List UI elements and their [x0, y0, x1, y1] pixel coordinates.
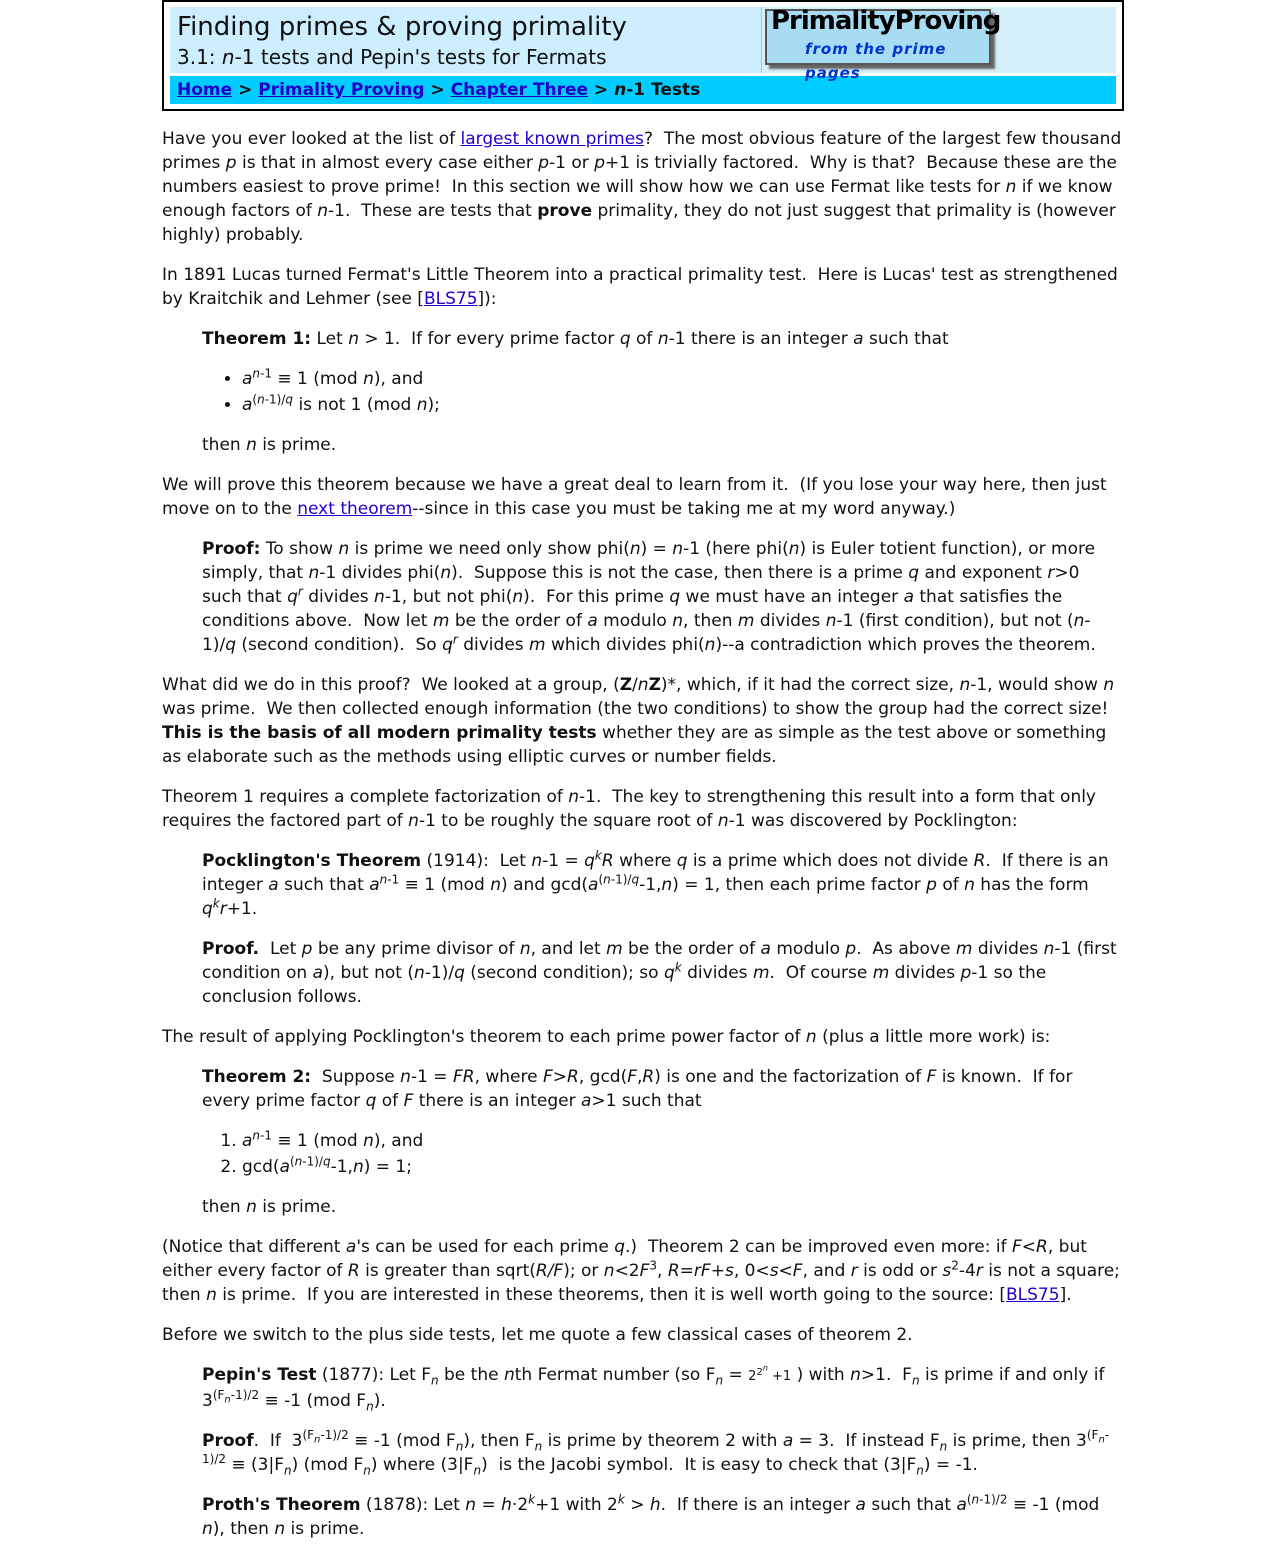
paragraph-theorem1-requires: Theorem 1 requires a complete factorization of n-1. The key to strengthening this result into a form that only requires the factored part of n-1 to be roughly the square root of n-1 was discovered by Pocklington: [162, 787, 1096, 831]
article-body [162, 111, 1122, 1541]
largest-known-primes-link[interactable]: largest known primes [460, 129, 645, 149]
page-header [162, 0, 1124, 111]
theorem-2: Theorem 2: Suppose n-1 = FR, where F>R, gcd(F,R) is one and the factorization of F is known. If for every prime factor q of F there is an integer a>1 such that 1. $a^{n-1} \equiv 1$ (mod n), and 2. $\gcd(a^{(n-1)/q}-1,n) = 1$; then n is prime. [202, 1065, 1122, 1219]
next-theorem-link[interactable]: next theorem [297, 499, 413, 519]
paragraph-intro: Have you ever looked at the list of largest known primes? The most obvious feature of the largest few thousand primes p is that in almost every case either p-1 or p+1 is trivially factored. Why is that? Because these are the numbers easiest to prove prime! In this section we will show how we can use Fermat like tests for n if we know enough factors of n-1. These are tests that prove primality, they do not just suggest that primality is (however highly) probably. [162, 129, 1122, 245]
list-item: • $a^{(n-1)/q}$ is not 1 (mod n); [242, 393, 1122, 417]
page-subtitle: 3.1: n-1 tests and Pepin's tests for Fermats [177, 45, 607, 69]
paragraph-notice: (Notice that different a's can be used for each prime q.) Theorem 2 can be improved even more: if F<R, but either every factor of R is greater than sqrt(R/F); or $n<2F^3$, R=rF+s, 0<s<F, and r is odd or $s^2-4r$ is not a square; then n is prime. If you are interested in these theorems, then it is well worth going to the source: [BLS75]. [162, 1237, 1120, 1305]
bls75-source-link[interactable]: BLS75 [1006, 1285, 1060, 1305]
list-item: 1. $a^{n-1} \equiv 1$ (mod n), and [242, 1129, 1122, 1153]
list-item: 2. $\gcd(a^{(n-1)/q}-1,n) = 1$; [242, 1155, 1122, 1179]
breadcrumb-current: -1 Tests [626, 80, 701, 100]
breadcrumb-home-link[interactable]: Home [177, 80, 233, 100]
list-item: • $a^{n-1} \equiv 1$ (mod n), and [242, 367, 1122, 391]
breadcrumb-primality-proving-link[interactable]: Primality Proving [258, 80, 425, 100]
pocklington-theorem: Pocklington's Theorem (1914): Let $n-1 = q^kR$ where q is a prime which does not divide R. If there is an integer a such that $a^{n-1} \equiv 1$ (mod n) and $\gcd(a^{(n-1)/q}-1,n) = 1$, then each prime factor p of n has the form $q^kr+1$. Proof. Let p be any prime divisor of n, and let m be the order of a modulo p. As above m divides n-1 (first condition on a), but not (n-1)/q (second condition); so $q^k$ divides m. Of course m divides p-1 so the conclusion follows. [202, 848, 1117, 1007]
theorem-1: Theorem 1: Let n > 1. If for every prime factor q of n-1 there is an integer a such that • $a^{n-1} \equiv 1$ (mod n), and • $a^{(n-1)/q}$ is not 1 (mod n); then n is prime. [202, 327, 1122, 457]
breadcrumb: Home > Primality Proving > Chapter Three > n-1 Tests [170, 76, 1116, 104]
paragraph-prove-intro: We will prove this theorem because we have a great deal to learn from it. (If you lose your way here, then just move on to the next theorem--since in this case you must be taking me at my word anyway.) [162, 475, 1107, 519]
paragraph-pocklington-result: The result of applying Pocklington's theorem to each prime power factor of n (plus a little more work) is: [162, 1027, 1051, 1047]
bls75-link[interactable]: BLS75 [423, 289, 478, 309]
paragraph-classical: Before we switch to the plus side tests, let me quote a few classical cases of theorem 2. [162, 1325, 913, 1345]
paragraph-lucas: In 1891 Lucas turned Fermat's Little Theorem into a practical primality test. Here is Lucas' test as strengthened by Kraitchik and Lehmer (see [BLS75]): [162, 265, 1118, 309]
proof-1: Proof: To show n is prime we need only show phi(n) = n-1 (here phi(n) is Euler totient function), or more simply, that n-1 divides phi(n). Suppose this is not the case, then there is a prime q and exponent r>0 such that $q^r$ divides n-1, but not phi(n). For this prime q we must have an integer a that satisfies the conditions above. Now let m be the order of a modulo n, then m divides n-1 (first condition), but not (n-1)/q (second condition). So $q^r$ divides m which divides phi(n)--a contradiction which proves the theorem. [202, 539, 1096, 655]
pepin-test: Pepin's Test (1877): Let $F_n$ be the nth Fermat number (so $F_n = 2^{2^n} +1$ ) with n>1. $F_n$ is prime if and only if $3^{(F_n-1)/2} \equiv -1$ (mod $F_n$). Proof. If $3^{(F_n-1)/2} \equiv -1$ (mod $F_n$), then $F_n$ is prime by theorem 2 with a = 3. If instead $F_n$ is prime, then $3^{(F_n-1)/2} \equiv (3|F_n)$ (mod $F_n$) where $(3|F_n)$ is the Jacobi symbol. It is easy to check that $(3|F_n) = -1$. Proth's Theorem (1878): Let $n = h\cdot 2^k+1$ with $2^k > h$. If there is an integer a such that $a^{(n-1)/2} \equiv -1$ (mod n), then n is prime. [202, 1363, 1110, 1539]
breadcrumb-chapter-three-link[interactable]: Chapter Three [450, 80, 589, 100]
paragraph-group: What did we do in this proof? We looked at a group, (Z/nZ)*, which, if it had the correct size, n-1, would show n was prime. We then collected enough information (the two conditions) to show the group had the correct size! This is the basis of all modern primality tests whether they are as simple as the test above or something as elaborate such as the methods using elliptic curves or number fields. [162, 675, 1115, 767]
page-title: Finding primes & proving primality [177, 12, 627, 42]
primality-proving-logo[interactable]: PrimalityProving from the prime pages [765, 9, 991, 65]
